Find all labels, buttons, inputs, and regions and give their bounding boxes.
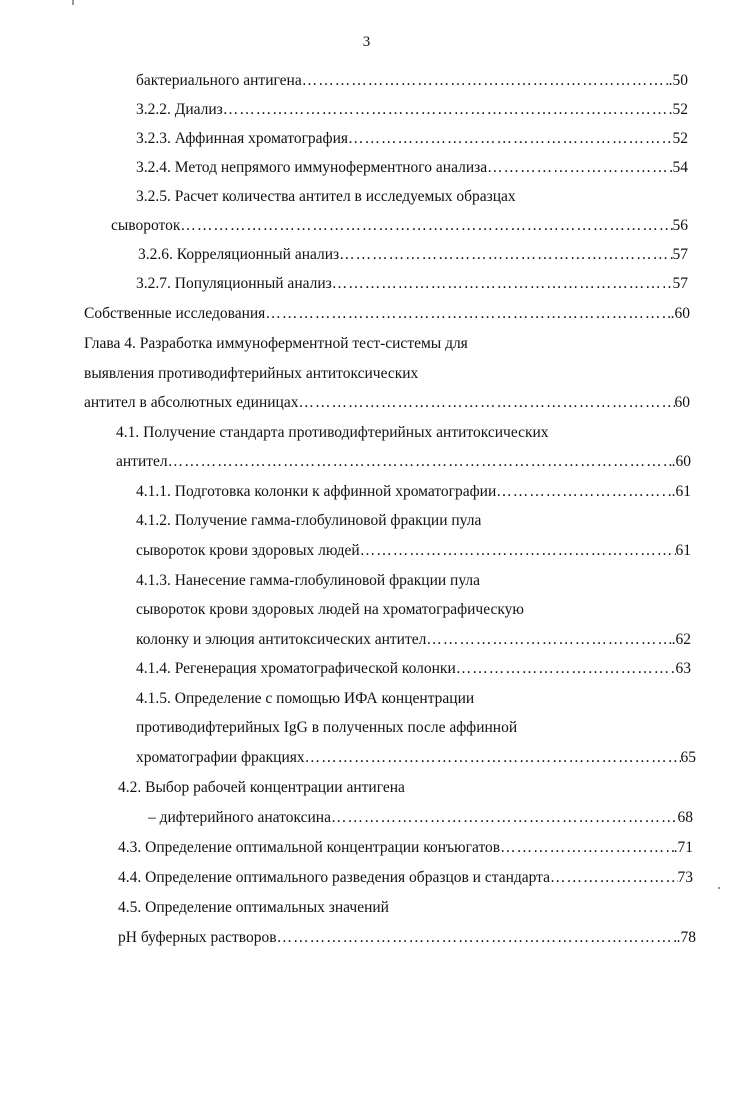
toc-entry: 4.4. Определение оптимального разведения образцов и стандарта …………………………………………………………………………………………………………………………………………………………………… 73 [118,868,693,888]
toc-entry: pH буферных растворов …………………………………………………………………………………………………………………………………………………………………… .78 [118,928,696,948]
toc-entry: 3.2.2. Диализ …………………………………………………………………………………………………………………………………………………………………… .52 [136,100,688,120]
toc-entry: антител …………………………………………………………………………………………………………………………………………………………………… .60 [116,452,691,472]
toc-entry: 3.2.4. Метод непрямого иммуноферментного анализа …………………………………………………………………………………………………………………………………………………………………… 54 [136,158,688,178]
toc-entry: колонку и элюция антитоксических антител …………………………………………………………………………………………………………………………………………………………………… .62 [136,630,691,650]
toc-entry: 4.1.4. Регенерация хроматографической колонки …………………………………………………………………………………………………………………………………………………………………… 63 [136,659,691,679]
toc-entry: бактериального антигена …………………………………………………………………………………………………………………………………………………………………… .50 [136,71,688,91]
toc-entry: 4.1.5. Определение с помощью ИФА концентрации [136,690,475,707]
toc-entry: 4.5. Определение оптимальных значений [118,899,389,916]
toc-entry: 4.1.2. Получение гамма-глобулиновой фракции пула [136,512,482,529]
toc-entry: сывороток …………………………………………………………………………………………………………………………………………………………………… 56 [111,216,688,236]
toc-entry: 4.1. Получение стандарта противодифтерийных антитоксических [116,424,549,441]
toc-entry: выявления противодифтерийных антитоксических [84,365,419,382]
toc-entry: противодифтерийных IgG в полученных после аффинной [136,719,518,736]
page-number: 3 [362,34,371,50]
toc-entry: Собственные исследования …………………………………………………………………………………………………………………………………………………………………… .60 [84,304,690,324]
toc-entry: 4.2. Выбор рабочей концентрации антигена [118,779,405,796]
toc-entry: 3.2.7. Популяционный анализ …………………………………………………………………………………………………………………………………………………………………… 57 [136,274,688,294]
toc-entry: Глава 4. Разработка иммуноферментной тест-системы для [84,335,468,352]
toc-entry: – дифтерийного анатоксина …………………………………………………………………………………………………………………………………………………………………… 68 [148,808,693,828]
toc-entry: антител в абсолютных единицах …………………………………………………………………………………………………………………………………………………………………… 60 [84,393,690,413]
toc-entry: сывороток крови здоровых людей на хроматографическую [136,601,525,618]
toc-entry: хроматографии фракциях …………………………………………………………………………………………………………………………………………………………………… 65 [136,748,696,768]
scan-artifact-dot [718,887,720,889]
toc-entry: 4.3. Определение оптимальной концентрации конъюгатов …………………………………………………………………………………………………………………………………………………………………… .71 [118,838,693,858]
toc-entry: 3.2.5. Расчет количества антител в исследуемых образцах [136,188,516,205]
toc-entry: 3.2.6. Корреляционный анализ …………………………………………………………………………………………………………………………………………………………………… 57 [138,245,688,265]
toc-entry: 3.2.3. Аффинная хроматография …………………………………………………………………………………………………………………………………………………………………… 52 [136,129,688,149]
scan-artifact [72,0,74,5]
toc-entry: 4.1.1. Подготовка колонки к аффинной хроматографии …………………………………………………………………………………………………………………………………………………………………… ..61 [136,482,691,502]
toc-entry: сывороток крови здоровых людей …………………………………………………………………………………………………………………………………………………………………… 61 [136,541,691,561]
toc-entry: 4.1.3. Нанесение гамма-глобулиновой фракции пула [136,572,481,589]
